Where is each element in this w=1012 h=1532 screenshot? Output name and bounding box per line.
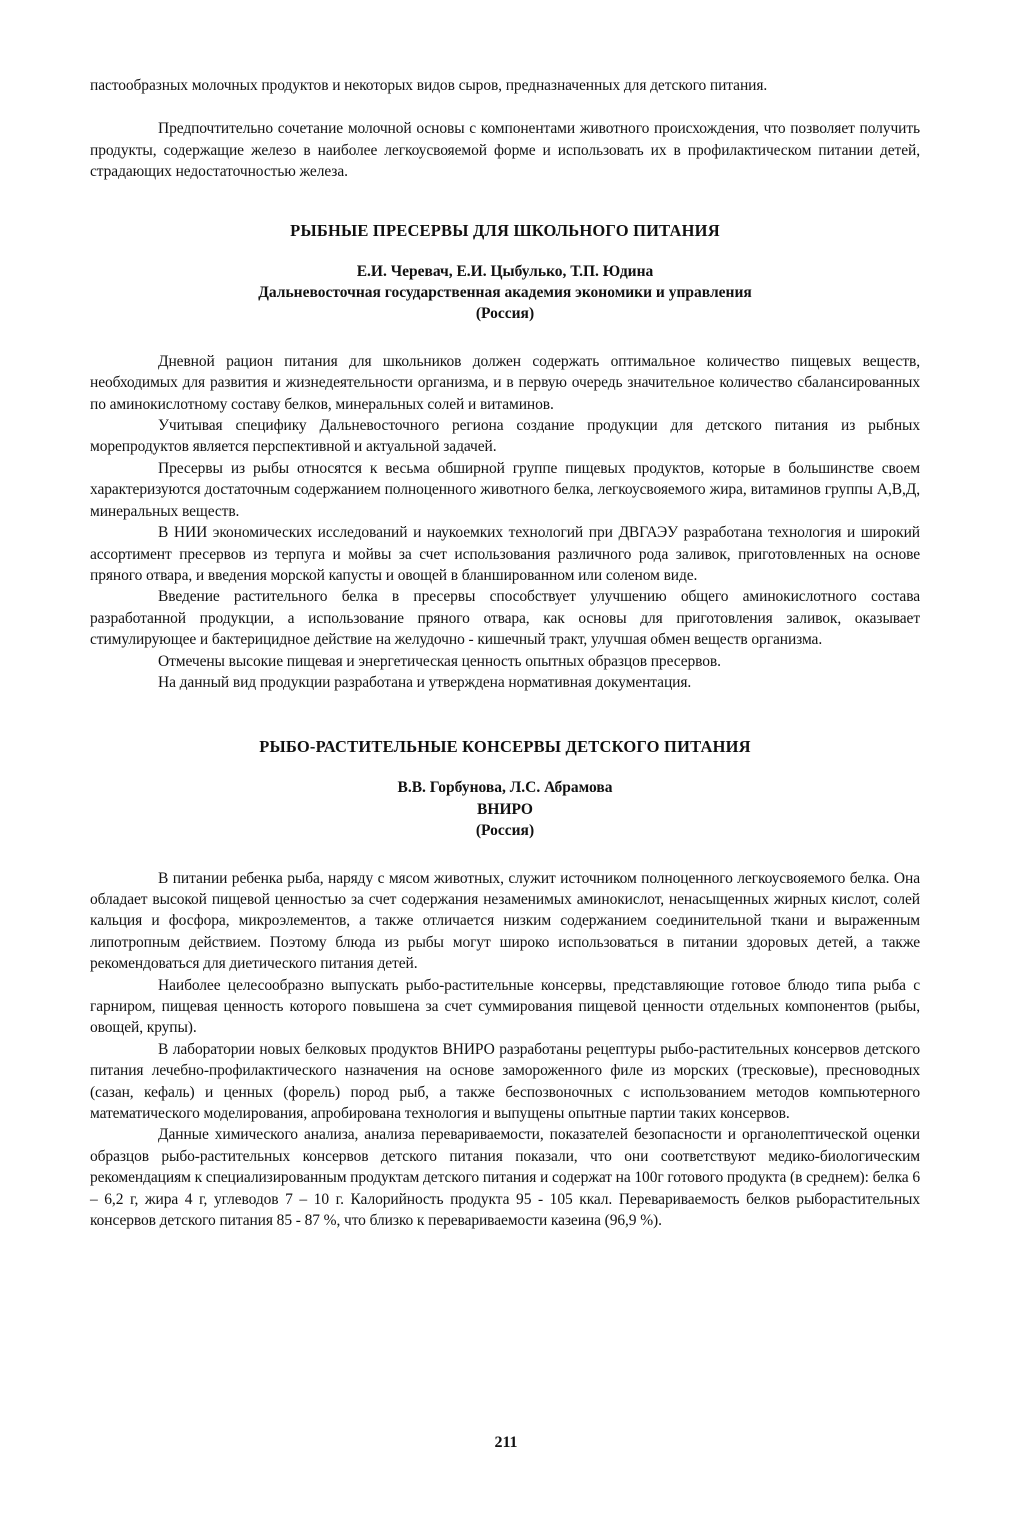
article-country: (Россия) [475, 822, 535, 840]
intro-paragraph: Предпочтительно сочетание молочной основы с компонентами животного происхождения, что позволяет получить продукты, содержащие железо в наиболее легкоусвояемой форме и использовать их в профилактическом питании детей, страдающих недостаточностью железа. [90, 120, 920, 181]
article-title: РЫБО-РАСТИТЕЛЬНЫЕ КОНСЕРВЫ ДЕТСКОГО ПИТАНИЯ [259, 737, 751, 757]
article-paragraph: В питании ребенка рыба, наряду с мясом животных, служит источником полноценного легкоусвояемого белка. Она обладает высокой пищевой ценностью за счет содержания незаменимых аминокислот, ненасыщенных жирных кислот, солей кальция и фосфора, микроэлементов, а также отличается низким содержанием соединительной ткани и выраженным липотропным действием. Поэтому блюда из рыбы могут широко использоваться в питании здоровых детей, а также рекомендоваться для диетического питания детей. [90, 869, 920, 973]
article-title: РЫБНЫЕ ПРЕСЕРВЫ ДЛЯ ШКОЛЬНОГО ПИТАНИЯ [290, 220, 720, 240]
article-fish-vegetable-canned [90, 737, 920, 1231]
article-paragraph: Учитывая специфику Дальневосточного региона создание продукции для детского питания из рыбных морепродуктов является перспективной и актуальной задачей. [90, 417, 920, 456]
article-authors: Е.И. Черевач, Е.И. Цыбулько, Т.П. Юдина [356, 262, 654, 280]
article-paragraph: Отмечены высокие пищевая и энергетическая ценность опытных образцов пресервов. [158, 652, 721, 670]
page-number: 211 [494, 1434, 518, 1451]
article-paragraph: В НИИ экономических исследований и наукоемких технологий при ДВГАЭУ разработана технология и широкий ассортимент пресервов из терпуга и мойвы за счет использования различного рода заливок, приготовленных на основе пряного отвара, и введения морской капусты и овощей в бланшированном или соленом виде. [90, 524, 920, 584]
article-paragraph: Дневной рацион питания для школьников должен содержать оптимальное количество пищевых веществ, необходимых для развития и жизнедеятельности организма, и в первую очередь значительное количество сбалансированных по аминокислотному составу белков, минеральных солей и витаминов. [90, 352, 920, 413]
intro-paragraph: пастообразных молочных продуктов и некоторых видов сыров, предназначенных для детского питания. [90, 77, 768, 94]
article-paragraph: Введение растительного белка в пресервы способствует улучшению общего аминокислотного состава разработанной продукции, а использование пряного отвара, как основы для приготовления заливок, оказывает стимулирующее и бактерицидное действие на желудочно - кишечный тракт, улучшая обмен веществ организма. [90, 588, 920, 649]
article-paragraph: Данные химического анализа, анализа перевариваемости, показателей безопасности и органолептической оценки образцов рыбо-растительных консервов детского питания показали, что они соответствуют медико-биологическим рекомендациям к специализированным продуктам детского питания и содержат на 100г готового продукта (в среднем): белка 6 – 6,2 г, жира 4 г, углеводов 7 – 10 г. Калорийность продукта 95 - 105 ккал. Перевариваемость белков рыборастительных консервов детского питания 85 - 87 %, что близко к перевариваемости казеина (96,9 %). [90, 1126, 920, 1230]
article-paragraph: Пресервы из рыбы относятся к весьма обширной группе пищевых продуктов, которые в большинстве своем характеризуются достаточным содержанием полноценного животного белка, легкоусвояемого жира, витаминов группы А,В,Д, минеральных веществ. [90, 459, 920, 520]
article-institution: Дальневосточная государственная академия экономики и управления [258, 284, 752, 302]
article-paragraph: Наиболее целесообразно выпускать рыбо-растительные консервы, представляющие готовое блюдо типа рыба с гарниром, пищевая ценность которого повышена за счет суммирования пищевой ценности отдельных компонентов (рыбы, овощей, крупы). [90, 976, 920, 1037]
article-fish-preserves [90, 221, 920, 694]
article-institution: ВНИРО [477, 800, 533, 818]
article-paragraph: На данный вид продукции разработана и утверждена нормативная документация. [158, 673, 692, 691]
article-country: (Россия) [475, 305, 535, 323]
article-paragraph: В лаборатории новых белковых продуктов ВНИРО разработаны рецептуры рыбо-растительных консервов детского питания лечебно-профилактического назначения на основе замороженного филе из морских (тресковые), пресноводных (сазан, кефаль) и ценных (форель) пород рыб, а также беспозвоночных с использованием методов компьютерного математического моделирования, апробирована технология и выпущены опытные партии таких консервов. [90, 1040, 920, 1123]
article-authors: В.В. Горбунова, Л.С. Абрамова [397, 779, 613, 797]
